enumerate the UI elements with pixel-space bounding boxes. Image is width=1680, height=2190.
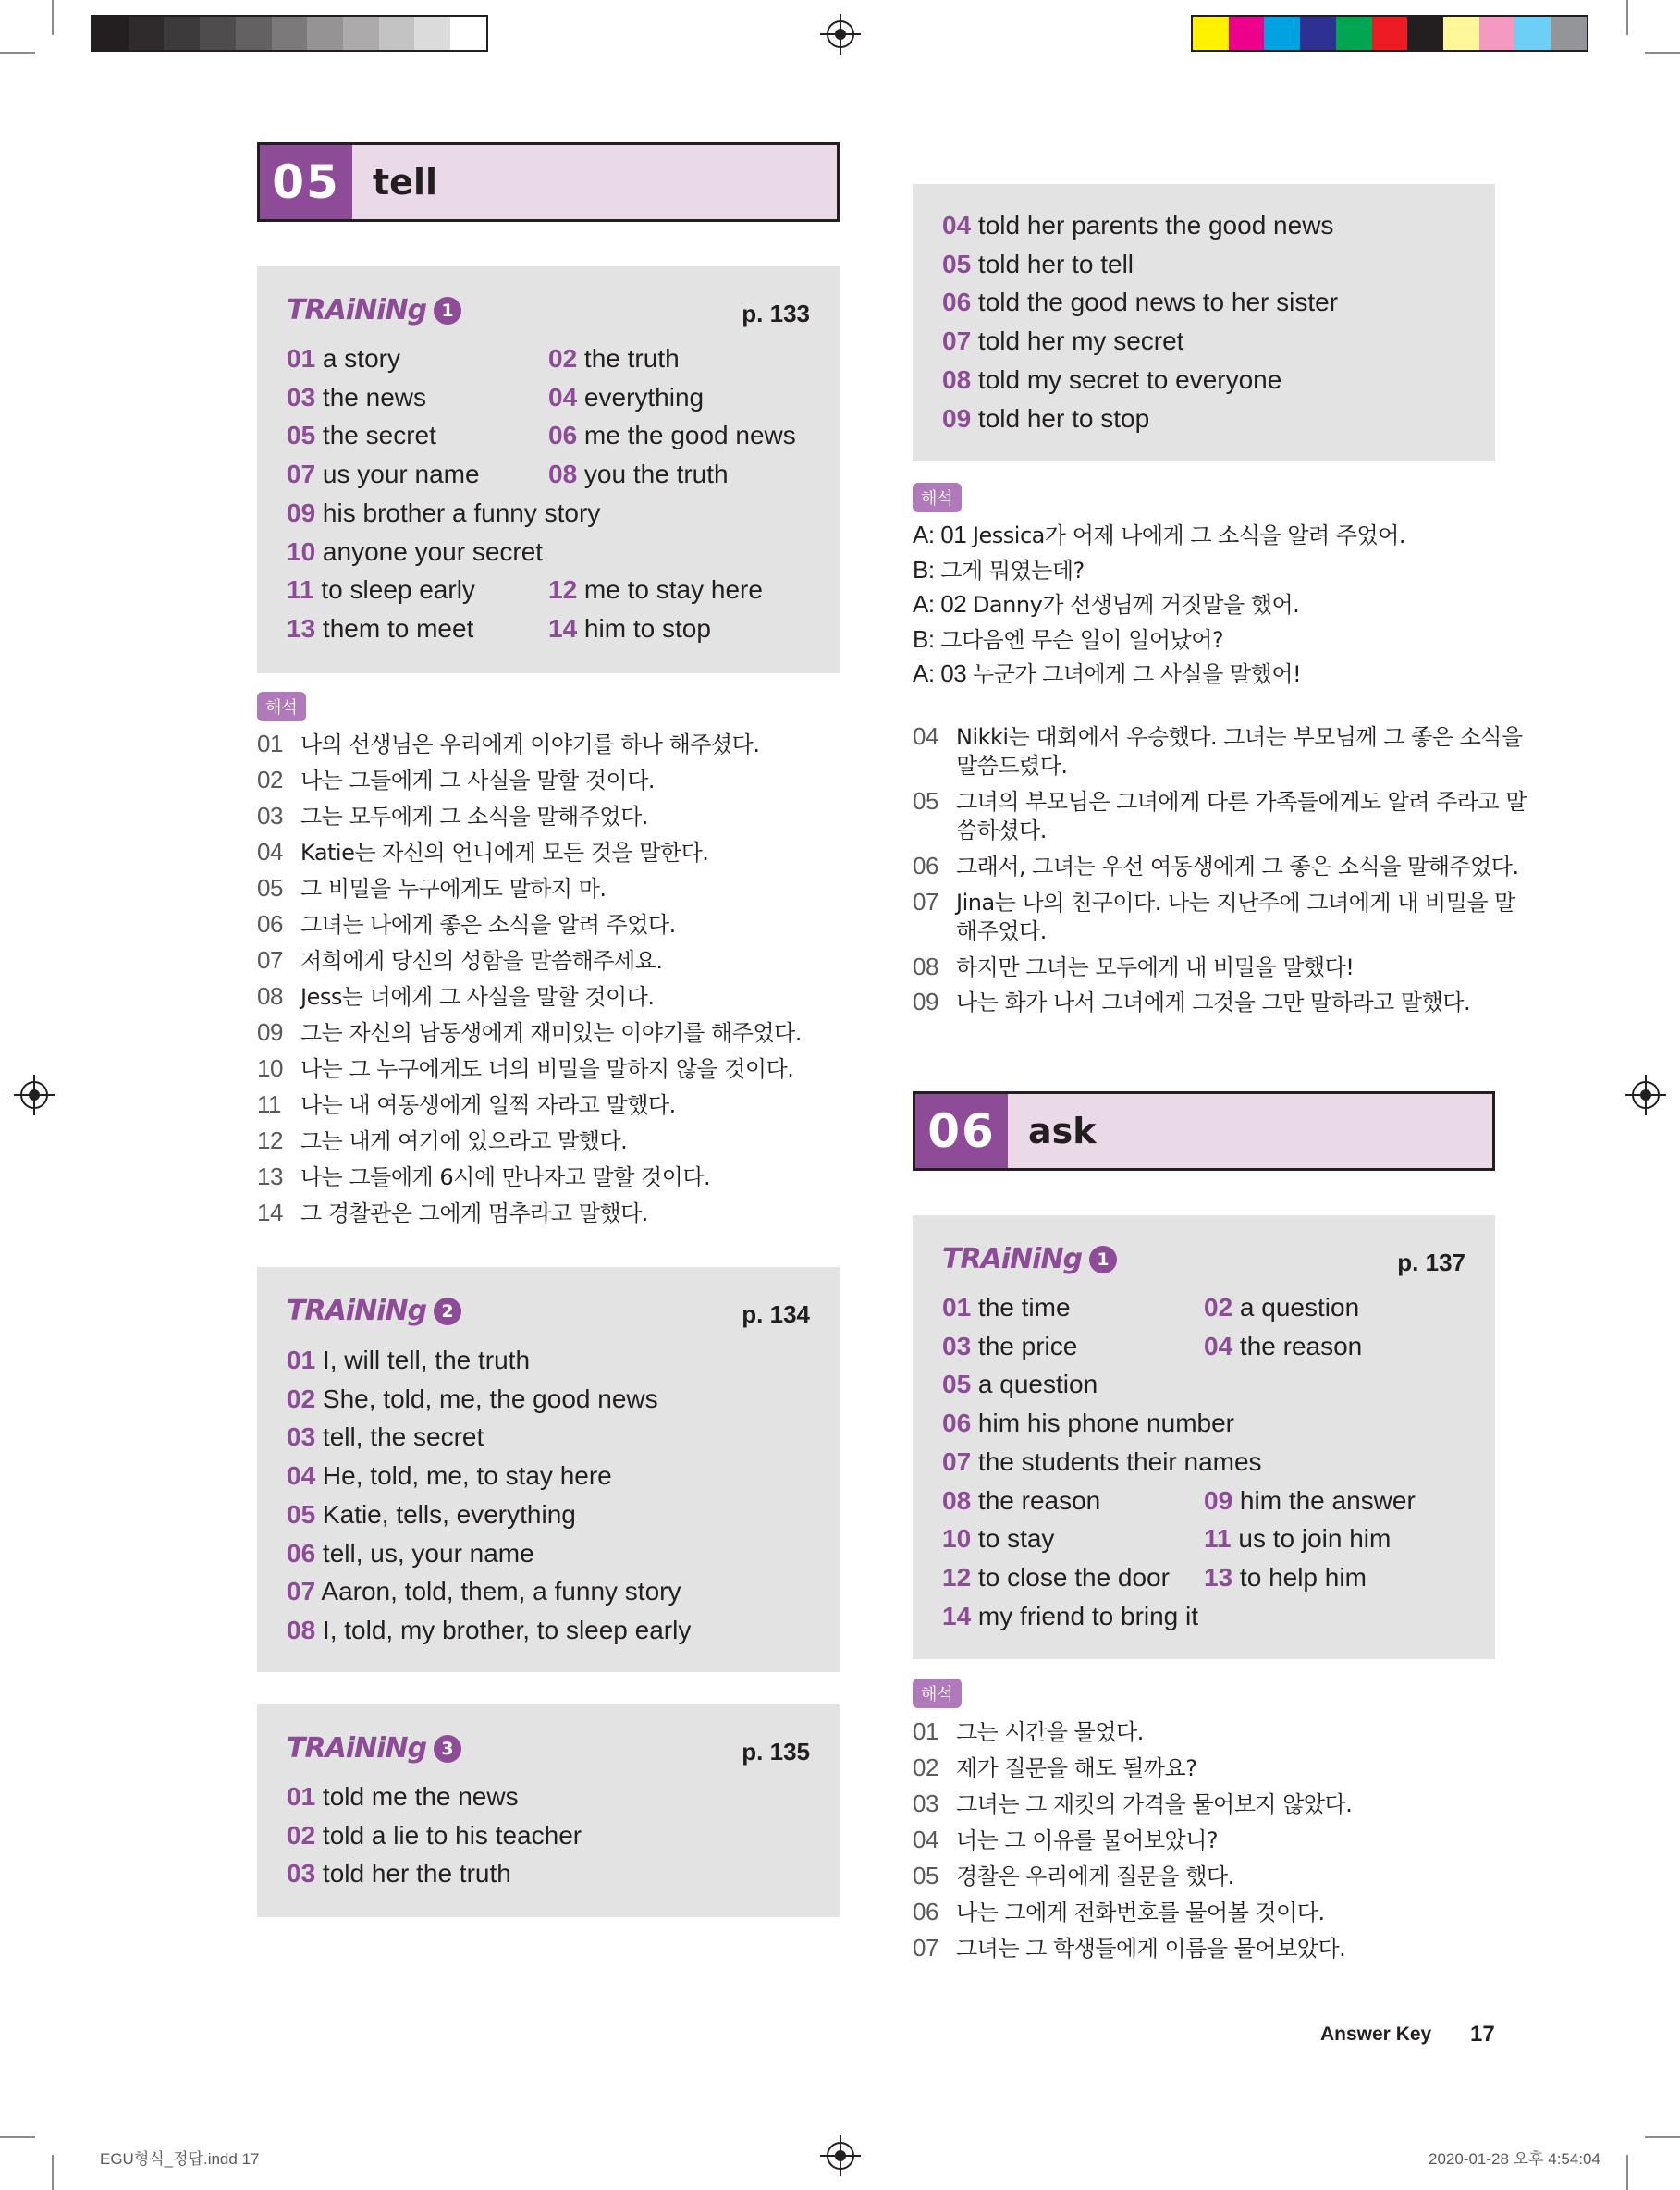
color-swatch [1372, 17, 1408, 50]
translation-number: 08 [913, 952, 938, 980]
translation-item [913, 949, 1354, 981]
color-swatch [1514, 17, 1551, 50]
translation-text: 저희에게 당신의 성함을 말씀해주세요. [300, 948, 663, 974]
translation-text: Katie는 자신의 언니에게 모든 것을 말한다. [300, 840, 709, 866]
answer-item [942, 326, 1183, 356]
page-reference: p. 134 [742, 1300, 810, 1328]
translation-text: Danny가 선생님께 거짓말을 했어. [972, 592, 1300, 618]
answer-text: everything [577, 382, 705, 412]
training-number-icon: 2 [434, 1298, 461, 1325]
timestamp: 2020-01-28 오후 4:54:04 [1429, 2150, 1600, 2168]
translation-number: 05 [257, 874, 283, 902]
crop-mark [1645, 52, 1680, 54]
answer-item [287, 1500, 576, 1530]
section-header-06 [913, 1091, 1495, 1171]
translation-number: 05 [913, 787, 938, 815]
color-swatch [1193, 17, 1229, 50]
translation-text: 그래서, 그녀는 우선 여동생에게 그 좋은 소식을 말해주었다. [956, 854, 1519, 880]
answer-item [287, 1859, 511, 1889]
translation-item [913, 1750, 1196, 1782]
speaker-label: A: [913, 659, 941, 687]
color-swatch [92, 17, 129, 50]
translation-item [257, 1159, 710, 1191]
translation-item [257, 978, 655, 1011]
translation-item [913, 1786, 1352, 1818]
answer-item [548, 421, 796, 450]
section-header-05 [257, 142, 840, 222]
translation-item [913, 848, 1519, 880]
answer-text: I, will tell, the truth [315, 1346, 531, 1374]
translation-item [913, 1894, 1325, 1926]
answer-text: told her to tell [971, 249, 1134, 278]
translation-text: 그 경찰관은 그에게 멈추라고 말했다. [300, 1200, 648, 1226]
answer-text: told the good news to her sister [971, 288, 1339, 317]
answer-item [287, 1422, 484, 1452]
answer-text: to close the door [971, 1562, 1170, 1592]
answer-number: 06 [942, 1409, 972, 1438]
answer-text: me the good news [577, 421, 796, 450]
registration-mark-icon [20, 1081, 48, 1109]
answer-number: 04 [287, 1461, 316, 1491]
dialogue-line [913, 656, 1301, 688]
answer-item [287, 614, 473, 644]
answer-item [548, 614, 711, 644]
answer-item [287, 537, 543, 567]
answer-text: us to join him [1231, 1524, 1392, 1554]
answer-text: a story [315, 344, 400, 373]
translation-item [913, 1858, 1234, 1890]
answer-number: 03 [287, 1422, 316, 1452]
translation-number: 01 [913, 1717, 938, 1745]
registration-mark-icon [827, 2142, 854, 2170]
answer-text: us your name [315, 460, 480, 489]
translation-tag: 해석 [913, 1679, 962, 1708]
answer-number: 08 [548, 460, 578, 489]
translation-number: 06 [913, 852, 938, 880]
translation-text: 그녀의 부모님은 그녀에게 다른 가족들에게도 알려 주라고 말 [956, 789, 1527, 815]
section-number: 05 [260, 145, 352, 219]
translation-item [257, 1051, 793, 1083]
color-swatch [1264, 17, 1300, 50]
answer-number: 07 [942, 326, 972, 356]
answer-number: 05 [942, 1370, 972, 1399]
file-name: EGU형식_정답.indd 17 [100, 2150, 260, 2168]
answer-item [287, 421, 436, 450]
answer-number: 08 [942, 1485, 972, 1515]
translation-tag: 해석 [913, 483, 962, 512]
color-swatch [1300, 17, 1336, 50]
answer-item [287, 1346, 530, 1375]
translation-number: 07 [913, 1934, 938, 1962]
translation-text: 누군가 그녀에게 그 사실을 말했어! [972, 661, 1302, 687]
translation-number: 09 [257, 1018, 283, 1046]
answer-item [942, 1602, 1198, 1631]
color-swatch [1229, 17, 1265, 50]
answer-number: 06 [942, 288, 972, 317]
page-reference: p. 135 [742, 1738, 810, 1766]
training-1-heading: TRAiNiNg 1 [287, 294, 461, 326]
translation-item [913, 783, 1527, 816]
translation-number: 10 [257, 1054, 283, 1082]
translation-item [257, 762, 655, 794]
answer-item [942, 404, 1149, 434]
section-number: 06 [915, 1094, 1008, 1168]
training-number-icon: 1 [434, 297, 461, 325]
answer-text: told her to stop [971, 403, 1150, 433]
answer-number: 09 [287, 498, 316, 527]
dialogue-line [913, 621, 1223, 654]
answer-number: 02 [1204, 1293, 1233, 1322]
color-swatch [129, 17, 165, 50]
answer-text: told her parents the good news [971, 211, 1334, 240]
translation-text: 나는 그들에게 그 사실을 말할 것이다. [300, 768, 656, 794]
translation-text: Jina는 나의 친구이다. 나는 지난주에 그녀에게 내 비밀을 말 [956, 889, 1515, 916]
translation-number: 11 [257, 1090, 281, 1118]
answer-item [287, 1782, 519, 1812]
answer-number: 01 [287, 1346, 316, 1374]
translation-number: 06 [257, 910, 283, 938]
answer-text: the reason [1232, 1331, 1363, 1360]
answer-text: the secret [315, 421, 436, 450]
translation-item [257, 834, 708, 867]
translation-text-continued: 씀하셨다. [956, 818, 1047, 843]
translation-item [257, 1123, 627, 1155]
answer-number: 11 [1204, 1524, 1232, 1554]
translation-number: 03 [940, 659, 973, 687]
answer-text: the students their names [971, 1446, 1262, 1476]
translation-text: 나의 선생님은 우리에게 이야기를 하나 해주셨다. [300, 732, 760, 757]
translation-item [257, 870, 607, 903]
speaker-label: A: [913, 521, 941, 548]
translation-text: 그는 시간을 물었다. [956, 1719, 1144, 1745]
answer-text: a question [1232, 1293, 1360, 1322]
answer-number: 02 [287, 1820, 316, 1850]
section-title: ask [1028, 1111, 1097, 1151]
answer-text: to help him [1232, 1562, 1367, 1592]
answer-item [287, 1539, 534, 1569]
answer-item [942, 1293, 1071, 1323]
answer-item [548, 460, 729, 489]
answer-text: him to stop [577, 613, 711, 643]
speaker-label: B: [913, 624, 941, 653]
training-2-heading: TRAiNiNg 2 [287, 1295, 461, 1327]
process-color-bar [1191, 15, 1588, 52]
answer-key-label: Answer Key [1320, 2024, 1432, 2045]
answer-number: 06 [287, 1538, 316, 1568]
answer-text: told me the news [315, 1782, 519, 1811]
answer-item [287, 575, 475, 605]
answer-text: the price [971, 1331, 1078, 1360]
answer-number: 14 [942, 1601, 972, 1630]
answer-number: 08 [287, 1615, 316, 1644]
answer-item [548, 575, 763, 605]
translation-item [913, 884, 1515, 917]
answer-number: 13 [1204, 1562, 1233, 1592]
registration-mark-icon [827, 20, 854, 48]
answer-number: 09 [1204, 1485, 1233, 1515]
answer-item [942, 250, 1134, 279]
translation-text: 제가 질문을 해도 될까요? [956, 1755, 1197, 1781]
answer-number: 04 [548, 382, 578, 412]
answer-number: 01 [287, 344, 316, 373]
answer-number: 08 [942, 364, 972, 394]
translation-number: 02 [257, 766, 283, 794]
answer-item [287, 1384, 658, 1414]
translation-number: 03 [257, 802, 283, 830]
color-swatch [1551, 17, 1587, 50]
training-3-heading: TRAiNiNg 3 [287, 1732, 461, 1765]
answer-text: them to meet [315, 613, 474, 643]
color-swatch [343, 17, 379, 50]
answer-number: 02 [548, 344, 578, 373]
answer-item [942, 211, 1333, 240]
translation-item [257, 798, 648, 830]
speaker-label: B: [913, 555, 941, 584]
training-number-icon: 3 [434, 1735, 461, 1763]
dialogue-line [913, 552, 1085, 584]
answer-item [942, 365, 1281, 395]
translation-text: 그는 내게 여기에 있으라고 말했다. [300, 1128, 628, 1154]
translation-text: 그는 모두에게 그 소식을 말해주었다. [300, 804, 648, 830]
crop-mark [52, 0, 54, 35]
translation-number: 04 [913, 722, 938, 750]
translation-number: 14 [257, 1199, 283, 1226]
answer-item [942, 1524, 1054, 1554]
answer-item [287, 1461, 612, 1491]
answer-item [942, 1332, 1077, 1361]
answer-item [942, 1563, 1170, 1593]
translation-number: 07 [913, 887, 938, 916]
translation-number: 01 [257, 730, 283, 757]
translation-number: 12 [257, 1126, 283, 1154]
translation-number: 13 [257, 1163, 283, 1190]
answer-number: 05 [287, 421, 316, 450]
answer-text: told her my secret [971, 326, 1184, 356]
color-swatch [1407, 17, 1443, 50]
translation-text: 그는 자신의 남동생에게 재미있는 이야기를 해주었다. [300, 1020, 802, 1046]
translation-item [257, 726, 759, 758]
answer-number: 01 [942, 1293, 972, 1322]
translation-text: Jess는 너에게 그 사실을 말할 것이다. [300, 984, 655, 1010]
translation-text: 그녀는 그 학생들에게 이름을 물어보았다. [956, 1936, 1346, 1962]
crop-mark [1626, 0, 1628, 35]
translation-number: 04 [257, 838, 283, 866]
answer-number: 12 [548, 575, 578, 605]
translation-text: 하지만 그녀는 모두에게 내 비밀을 말했다! [956, 954, 1355, 980]
grayscale-color-bar [91, 15, 488, 52]
color-swatch [450, 17, 486, 50]
translation-item [913, 1822, 1218, 1854]
answer-text: me to stay here [577, 575, 763, 605]
answer-number: 09 [942, 403, 972, 433]
answer-number: 07 [287, 1577, 316, 1606]
answer-text: Katie, tells, everything [315, 1499, 576, 1529]
answer-text: the reason [971, 1485, 1101, 1515]
answer-item [287, 1821, 582, 1851]
translation-number: 08 [257, 982, 283, 1010]
translation-text: Jessica가 어제 나에게 그 소식을 알려 주었어. [972, 523, 1406, 548]
answer-text: you the truth [577, 460, 729, 489]
answer-item [942, 1370, 1098, 1399]
color-swatch [1443, 17, 1479, 50]
translation-number: 03 [913, 1790, 938, 1817]
answer-number: 04 [942, 211, 972, 240]
answer-number: 01 [287, 1782, 316, 1811]
answer-text: I, told, my brother, to sleep early [315, 1615, 692, 1644]
answer-item [287, 1616, 691, 1645]
translation-text: 나는 그 누구에게도 너의 비밀을 말하지 않을 것이다. [300, 1056, 794, 1082]
translation-item [913, 1930, 1345, 1962]
answer-number: 04 [1204, 1331, 1233, 1360]
answer-text: told a lie to his teacher [315, 1820, 582, 1850]
color-swatch [1479, 17, 1515, 50]
answer-number: 10 [287, 536, 316, 566]
answer-item [1204, 1332, 1362, 1361]
color-swatch [379, 17, 415, 50]
translation-number: 02 [913, 1753, 938, 1781]
answer-number: 14 [548, 613, 578, 643]
answer-text: a question [971, 1370, 1098, 1399]
translation-text: 나는 그에게 전화번호를 물어볼 것이다. [956, 1900, 1325, 1925]
translation-number: 02 [940, 590, 973, 618]
answer-text: his brother a funny story [315, 498, 601, 527]
answer-number: 12 [942, 1562, 972, 1592]
answer-number: 07 [942, 1446, 972, 1476]
answer-item [287, 498, 600, 528]
answer-text: the time [971, 1293, 1071, 1322]
answer-item [942, 1486, 1100, 1516]
training-1-heading: TRAiNiNg 1 [942, 1243, 1117, 1275]
translation-text: Nikki는 대회에서 우승했다. 그녀는 부모님께 그 좋은 소식을 [956, 724, 1523, 750]
answer-number: 05 [942, 249, 972, 278]
answer-text: tell, us, your name [315, 1538, 534, 1568]
answer-number: 13 [287, 613, 316, 643]
translation-item [257, 906, 676, 939]
answer-number: 10 [942, 1524, 972, 1554]
translation-text-continued: 해주었다. [956, 917, 1047, 944]
speaker-label: A: [913, 590, 941, 618]
answer-text: anyone your secret [315, 536, 544, 566]
translation-tag: 해석 [257, 692, 306, 721]
translation-text: 그녀는 그 재킷의 가격을 물어보지 않았다. [956, 1791, 1353, 1817]
answer-number: 03 [287, 1859, 316, 1889]
translation-text-continued: 말씀드렸다. [956, 753, 1068, 779]
translation-item [913, 1714, 1144, 1746]
answer-number: 02 [287, 1384, 316, 1413]
answer-text: told my secret to everyone [971, 364, 1282, 394]
answer-item [287, 460, 480, 489]
translation-number: 07 [257, 946, 283, 974]
answer-item [1204, 1563, 1367, 1593]
answer-number: 06 [548, 421, 578, 450]
answer-text: him the answer [1232, 1485, 1416, 1515]
page-reference: p. 137 [1397, 1249, 1465, 1276]
translation-text: 너는 그 이유를 물어보았니? [956, 1827, 1219, 1853]
translation-text: 나는 내 여동생에게 일찍 자라고 말했다. [300, 1092, 676, 1118]
translation-number: 05 [913, 1862, 938, 1889]
answer-text: She, told, me, the good news [315, 1384, 658, 1413]
answer-item [287, 1577, 681, 1606]
answer-text: tell, the secret [315, 1422, 484, 1452]
translation-number: 04 [913, 1826, 938, 1853]
answer-text: to sleep early [313, 575, 475, 605]
translation-text: 그게 뭐였는데? [940, 557, 1085, 584]
answer-text: Aaron, told, them, a funny story [315, 1577, 681, 1606]
registration-mark-icon [1632, 1081, 1660, 1109]
answer-number: 03 [942, 1331, 972, 1360]
color-swatch [1336, 17, 1372, 50]
page-reference: p. 133 [742, 300, 810, 327]
translation-number: 01 [940, 521, 973, 548]
translation-item [913, 984, 1470, 1016]
answer-number: 07 [287, 460, 316, 489]
answer-text: him his phone number [971, 1409, 1234, 1438]
color-swatch [164, 17, 200, 50]
answer-text: He, told, me, to stay here [315, 1461, 612, 1491]
dialogue-line [913, 517, 1405, 549]
training-number-icon: 1 [1089, 1246, 1117, 1273]
color-swatch [307, 17, 343, 50]
answer-text: to stay [971, 1524, 1055, 1554]
translation-text: 경찰은 우리에게 질문을 했다. [956, 1864, 1234, 1889]
answer-item [1204, 1293, 1359, 1323]
answer-text: my friend to bring it [971, 1601, 1199, 1630]
color-swatch [272, 17, 308, 50]
answer-text: the news [315, 382, 427, 412]
answer-item [1204, 1524, 1391, 1554]
translation-item [257, 1195, 648, 1227]
answer-text: the truth [577, 344, 680, 373]
answer-number: 03 [287, 382, 316, 412]
crop-mark [0, 2136, 35, 2138]
section-title: tell [373, 162, 437, 203]
color-swatch [414, 17, 450, 50]
answer-item [548, 344, 680, 374]
answer-item [942, 1447, 1262, 1477]
crop-mark [1626, 2155, 1628, 2190]
translation-text: 그녀는 나에게 좋은 소식을 알려 주었다. [300, 912, 676, 938]
translation-item [913, 719, 1523, 751]
translation-text: 그 비밀을 누구에게도 말하지 마. [300, 876, 607, 902]
answer-item [942, 288, 1338, 317]
translation-item [257, 1015, 802, 1047]
answer-number: 05 [287, 1499, 316, 1529]
dialogue-line [913, 586, 1299, 619]
crop-mark [52, 2155, 54, 2190]
translation-text: 그다음엔 무슨 일이 일어났어? [940, 626, 1224, 653]
translation-item [257, 942, 662, 975]
answer-item [1204, 1486, 1416, 1516]
color-swatch [236, 17, 272, 50]
page-number: 17 [1470, 2022, 1495, 2047]
translation-number: 09 [913, 988, 938, 1015]
answer-item [287, 383, 426, 412]
answer-text: told her the truth [315, 1859, 511, 1889]
answer-item [287, 344, 400, 374]
answer-item [548, 383, 704, 412]
translation-text: 나는 그들에게 6시에 만나자고 말할 것이다. [300, 1164, 711, 1190]
crop-mark [0, 52, 35, 54]
answer-item [942, 1409, 1234, 1438]
translation-item [257, 1087, 676, 1119]
color-swatch [200, 17, 236, 50]
translation-text: 나는 화가 나서 그녀에게 그것을 그만 말하라고 말했다. [956, 990, 1471, 1015]
translation-number: 06 [913, 1898, 938, 1925]
crop-mark [1645, 2136, 1680, 2138]
answer-number: 11 [287, 575, 314, 605]
